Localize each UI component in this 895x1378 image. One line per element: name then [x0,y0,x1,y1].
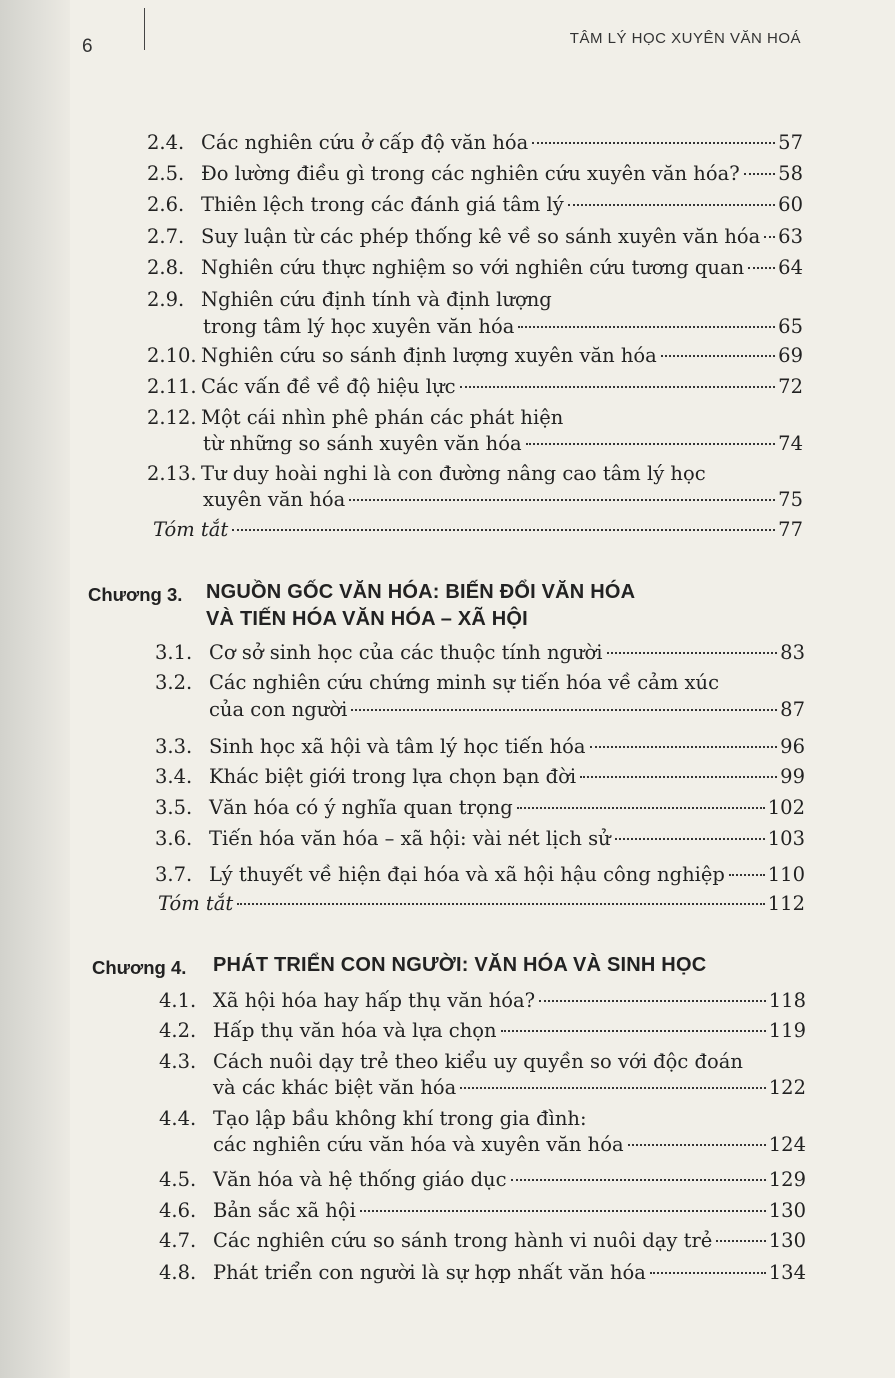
entry-title: Các nghiên cứu so sánh trong hành vi nuôi dạy trẻ [213,1229,713,1252]
toc-entry-2-9-line1 [147,287,552,313]
dot-leader [237,903,765,905]
entry-title: Khác biệt giới trong lựa chọn bạn đời [209,765,577,788]
entry-title: Nghiên cứu định tính và định lượng [201,288,552,311]
toc-summary-ch3 [158,891,805,917]
toc-entry-2-13-line1 [147,461,706,487]
entry-number: 3.7. [155,863,193,886]
toc-entry-4-8 [159,1260,806,1286]
entry-page: 112 [767,892,805,915]
dot-leader [650,1272,766,1274]
entry-number: 4.1. [159,989,197,1012]
entry-title: Các nghiên cứu chứng minh sự tiến hóa về cảm xúc [209,671,719,694]
entry-title: Xã hội hóa hay hấp thụ văn hóa? [213,989,536,1012]
dot-leader [628,1144,766,1146]
dot-leader [517,807,765,809]
entry-page: 87 [780,698,805,721]
entry-number: 2.10. [147,344,197,367]
header-rule [144,8,145,50]
entry-title: Cơ sở sinh học của các thuộc tính người [209,641,603,664]
entry-number: 4.7. [159,1229,197,1252]
toc-entry-2-8 [147,255,803,281]
entry-page: 57 [778,131,803,154]
entry-page: 99 [780,765,805,788]
entry-number: 3.4. [155,765,193,788]
entry-number: 2.5. [147,162,185,185]
toc-entry-2-13-line2 [203,487,803,513]
entry-page: 60 [778,193,803,216]
toc-entry-3-4 [155,764,805,790]
entry-page: 129 [768,1168,806,1191]
chapter-4-title: PHÁT TRIỂN CON NGƯỜI: VĂN HÓA VÀ SINH HỌC [213,954,707,976]
dot-leader [580,776,777,778]
toc-entry-2-12-line1 [147,405,563,431]
entry-page: 64 [778,256,803,279]
dot-leader [532,142,775,144]
toc-entry-3-3 [155,734,805,760]
entry-title: Hấp thụ văn hóa và lựa chọn [213,1019,497,1042]
toc-entry-2-4 [147,130,803,156]
toc-entry-2-9-line2 [203,314,803,340]
entry-number: 2.11. [147,375,197,398]
toc-entry-4-1 [159,988,806,1014]
entry-number: 3.5. [155,796,193,819]
entry-title-continued: của con người [209,698,348,721]
entry-title: Bản sắc xã hội [213,1199,356,1222]
entry-page: 134 [768,1261,806,1284]
toc-entry-4-3-line1 [159,1049,743,1075]
dot-leader [460,386,776,388]
entry-page: 124 [768,1133,806,1156]
entry-number: 4.3. [159,1050,197,1073]
dot-leader [232,529,775,531]
entry-number: 2.7. [147,225,185,248]
entry-title-continued: và các khác biệt văn hóa [213,1076,457,1099]
entry-page: 65 [778,315,803,338]
entry-page: 119 [768,1019,806,1042]
entry-title: Thiên lệch trong các đánh giá tâm lý [201,193,564,216]
dot-leader [360,1210,766,1212]
summary-title: Tóm tắt [158,892,234,915]
toc-entry-4-4-line1 [159,1106,587,1132]
toc-entry-2-7 [147,224,803,250]
toc-entry-3-1 [155,640,805,666]
entry-page: 69 [778,344,803,367]
entry-number: 4.8. [159,1261,197,1284]
entry-title: Cách nuôi dạy trẻ theo kiểu uy quyền so với độc đoán [213,1050,743,1073]
entry-page: 74 [778,432,803,455]
entry-number: 4.6. [159,1199,197,1222]
dot-leader [460,1087,766,1089]
chapter-3-title-line2: VÀ TIẾN HÓA VĂN HÓA – XÃ HỘI [206,608,528,630]
entry-number: 4.4. [159,1107,197,1130]
entry-page: 103 [767,827,805,850]
entry-title: Tạo lập bầu không khí trong gia đình: [213,1107,587,1130]
toc-entry-4-7 [159,1228,806,1254]
entry-page: 58 [778,162,803,185]
toc-entry-2-11 [147,374,803,400]
page-number: 6 [82,36,93,57]
entry-page: 118 [768,989,806,1012]
entry-page: 77 [778,518,803,541]
entry-title: Phát triển con người là sự hợp nhất văn hóa [213,1261,646,1284]
entry-title: Tiến hóa văn hóa – xã hội: vài nét lịch sử [209,827,611,850]
dot-leader [661,355,775,357]
entry-title: Nghiên cứu thực nghiệm so với nghiên cứu tương quan [201,256,745,279]
entry-title-continued: xuyên văn hóa [203,488,346,511]
entry-number: 2.9. [147,288,185,311]
toc-entry-2-6 [147,192,803,218]
dot-leader [748,267,775,269]
entry-title: Đo lường điều gì trong các nghiên cứu xuyên văn hóa? [201,162,740,185]
toc-summary-ch2 [153,517,803,543]
entry-number: 2.4. [147,131,185,154]
chapter-3-title-line1: NGUỒN GỐC VĂN HÓA: BIẾN ĐỔI VĂN HÓA [206,581,636,603]
dot-leader [607,652,778,654]
toc-entry-3-2-line1 [155,670,719,696]
entry-page: 72 [778,375,803,398]
chapter-3-label: Chương 3. [88,584,183,605]
dot-leader [590,746,778,748]
dot-leader [568,204,775,206]
toc-entry-2-12-line2 [203,431,803,457]
summary-title: Tóm tắt [153,518,229,541]
entry-page: 63 [778,225,803,248]
toc-entry-4-4-line2 [213,1132,806,1158]
entry-number: 3.1. [155,641,193,664]
entry-page: 130 [768,1199,806,1222]
entry-number: 4.5. [159,1168,197,1191]
entry-title-continued: trong tâm lý học xuyên văn hóa [203,315,515,338]
entry-page: 110 [767,863,805,886]
entry-title: Văn hóa có ý nghĩa quan trọng [209,796,513,819]
entry-page: 122 [768,1076,806,1099]
toc-entry-3-2-line2 [209,697,805,723]
entry-page: 130 [768,1229,806,1252]
entry-title: Tư duy hoài nghi là con đường nâng cao tâm lý học [201,462,706,485]
book-spine-shadow [0,0,70,1378]
entry-title-continued: các nghiên cứu văn hóa và xuyên văn hóa [213,1133,624,1156]
dot-leader [716,1240,765,1242]
entry-title-continued: từ những so sánh xuyên văn hóa [203,432,522,455]
toc-entry-4-2 [159,1018,806,1044]
entry-page: 102 [767,796,805,819]
dot-leader [511,1179,766,1181]
entry-number: 2.12. [147,406,197,429]
entry-number: 3.6. [155,827,193,850]
dot-leader [729,874,765,876]
dot-leader [349,499,775,501]
entry-title: Nghiên cứu so sánh định lượng xuyên văn hóa [201,344,657,367]
dot-leader [518,326,775,328]
toc-entry-3-7 [155,862,805,888]
toc-entry-3-6 [155,826,805,852]
entry-page: 75 [778,488,803,511]
dot-leader [764,236,775,238]
entry-title: Sinh học xã hội và tâm lý học tiến hóa [209,735,586,758]
entry-number: 2.8. [147,256,185,279]
entry-title: Suy luận từ các phép thống kê về so sánh xuyên văn hóa [201,225,761,248]
dot-leader [351,709,777,711]
dot-leader [539,1000,766,1002]
entry-page: 83 [780,641,805,664]
entry-page: 96 [780,735,805,758]
toc-entry-2-10 [147,343,803,369]
toc-entry-4-6 [159,1198,806,1224]
running-head: TÂM LÝ HỌC XUYÊN VĂN HOÁ [569,30,801,47]
toc-entry-4-5 [159,1167,806,1193]
entry-title: Một cái nhìn phê phán các phát hiện [201,406,564,429]
entry-number: 2.13. [147,462,197,485]
dot-leader [526,443,776,445]
entry-number: 3.2. [155,671,193,694]
dot-leader [744,173,776,175]
entry-title: Văn hóa và hệ thống giáo dục [213,1168,507,1191]
dot-leader [501,1030,766,1032]
toc-entry-2-5 [147,161,803,187]
toc-entry-3-5 [155,795,805,821]
dot-leader [615,838,765,840]
entry-number: 3.3. [155,735,193,758]
entry-number: 4.2. [159,1019,197,1042]
entry-title: Các vấn đề về độ hiệu lực [201,375,456,398]
chapter-4-label: Chương 4. [92,957,187,978]
entry-number: 2.6. [147,193,185,216]
entry-title: Các nghiên cứu ở cấp độ văn hóa [201,131,529,154]
toc-entry-4-3-line2 [213,1075,806,1101]
entry-title: Lý thuyết về hiện đại hóa và xã hội hậu công nghiệp [209,863,725,886]
